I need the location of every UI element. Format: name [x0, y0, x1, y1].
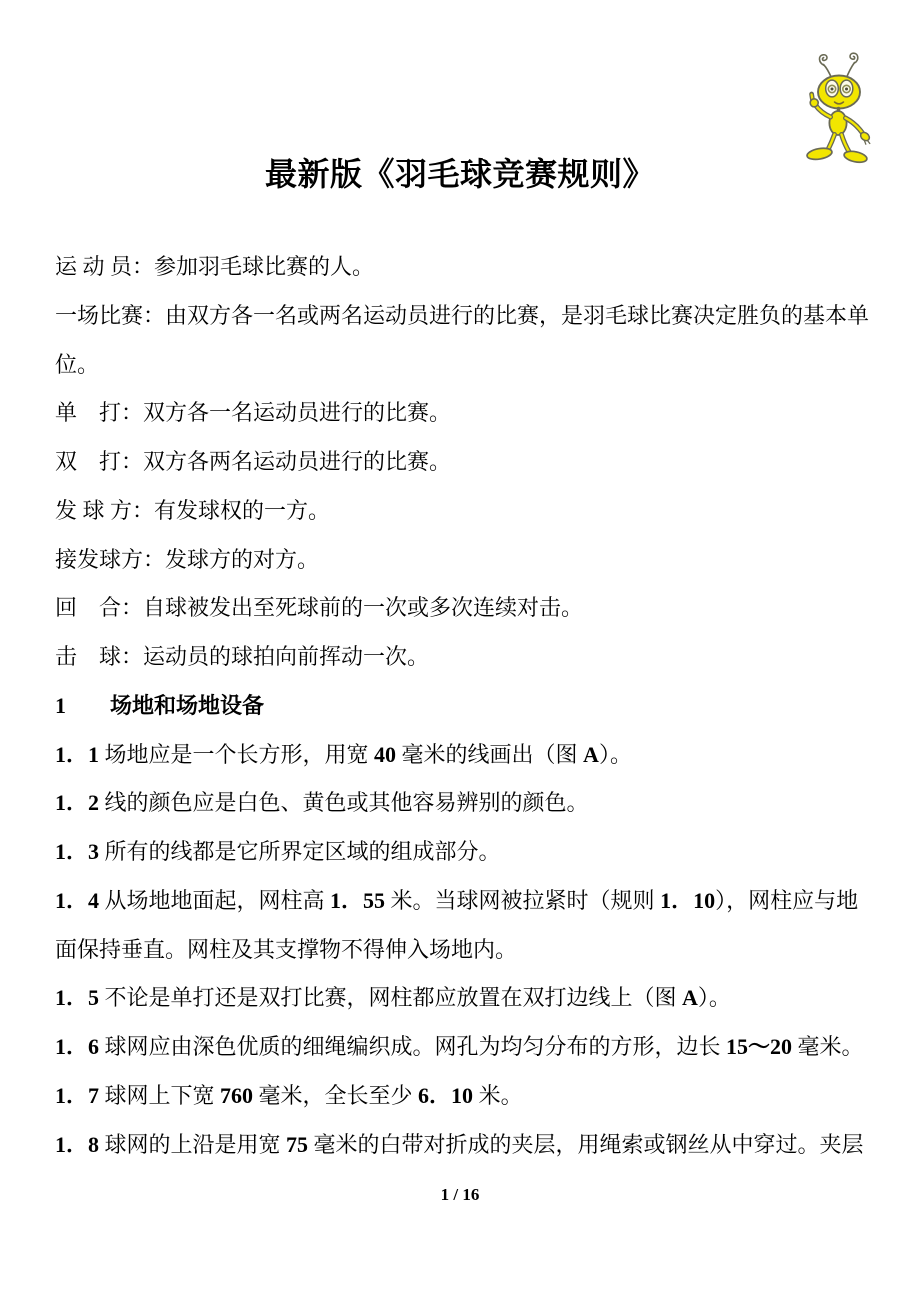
paragraph: 击 球：运动员的球拍向前挥动一次。: [55, 644, 430, 669]
paragraph: 回 合：自球被发出至死球前的一次或多次连续对击。: [55, 595, 584, 621]
ant-mascot-image: [794, 52, 886, 164]
section-heading: 1 场地和场地设备: [55, 692, 265, 718]
paragraph: 1．5 不论是单打还是双打比赛，网柱都应放置在双打边线上（图 A）。: [55, 985, 731, 1011]
paragraph: 发 球 方：有发球权的一方。: [55, 497, 331, 523]
paragraph: 运 动 员：参加羽毛球比赛的人。: [55, 254, 375, 279]
paragraph: 一场比赛：由双方各一名或两名运动员进行的比赛，是羽毛球比赛决定胜负的基本单位。: [55, 302, 870, 377]
paragraph: 1．8 球网的上沿是用宽 75 毫米的白带对折成的夹层，用绳索或钢丝从中穿过。夹层: [55, 1131, 864, 1157]
paragraph: 1．7 球网上下宽 760 毫米，全长至少 6．10 米。: [55, 1082, 523, 1108]
antenna-left-curl: [819, 55, 827, 65]
mascot-arm-open-hand: [846, 118, 871, 144]
paragraph: 1．1 场地应是一个长方形，用宽 40 毫米的线画出（图 A）。: [55, 741, 632, 767]
paragraph: 单 打：双方各一名运动员进行的比赛。: [55, 400, 452, 426]
paragraph: 1．3 所有的线都是它所界定区域的组成部分。: [55, 839, 501, 864]
mascot-body: [829, 111, 846, 135]
antenna-right-curl: [850, 53, 858, 63]
page-number: 1 / 16: [440, 1185, 480, 1204]
document-body: [55, 243, 873, 1169]
ant-mascot-drawing: [794, 52, 886, 164]
paragraph: 接发球方：发球方的对方。: [55, 546, 320, 572]
paragraph: 1．4 从场地地面起，网柱高 1．55 米。当球网被拉紧时（规则 1．10），网柱应与地面保持垂直。网柱及其支撑物不得伸入场地内。: [55, 887, 859, 962]
paragraph: 1．2 线的颜色应是白色、黄色或其他容易辨别的颜色。: [55, 790, 589, 816]
paragraph: 双 打：双方各两名运动员进行的比赛。: [55, 449, 452, 474]
page-title: 最新版《羽毛球竞赛规则》: [264, 156, 655, 192]
paragraph: 1．6 球网应由深色优质的细绳编织成。网孔为均匀分布的方形，边长 15～20 毫米。: [55, 1034, 864, 1059]
